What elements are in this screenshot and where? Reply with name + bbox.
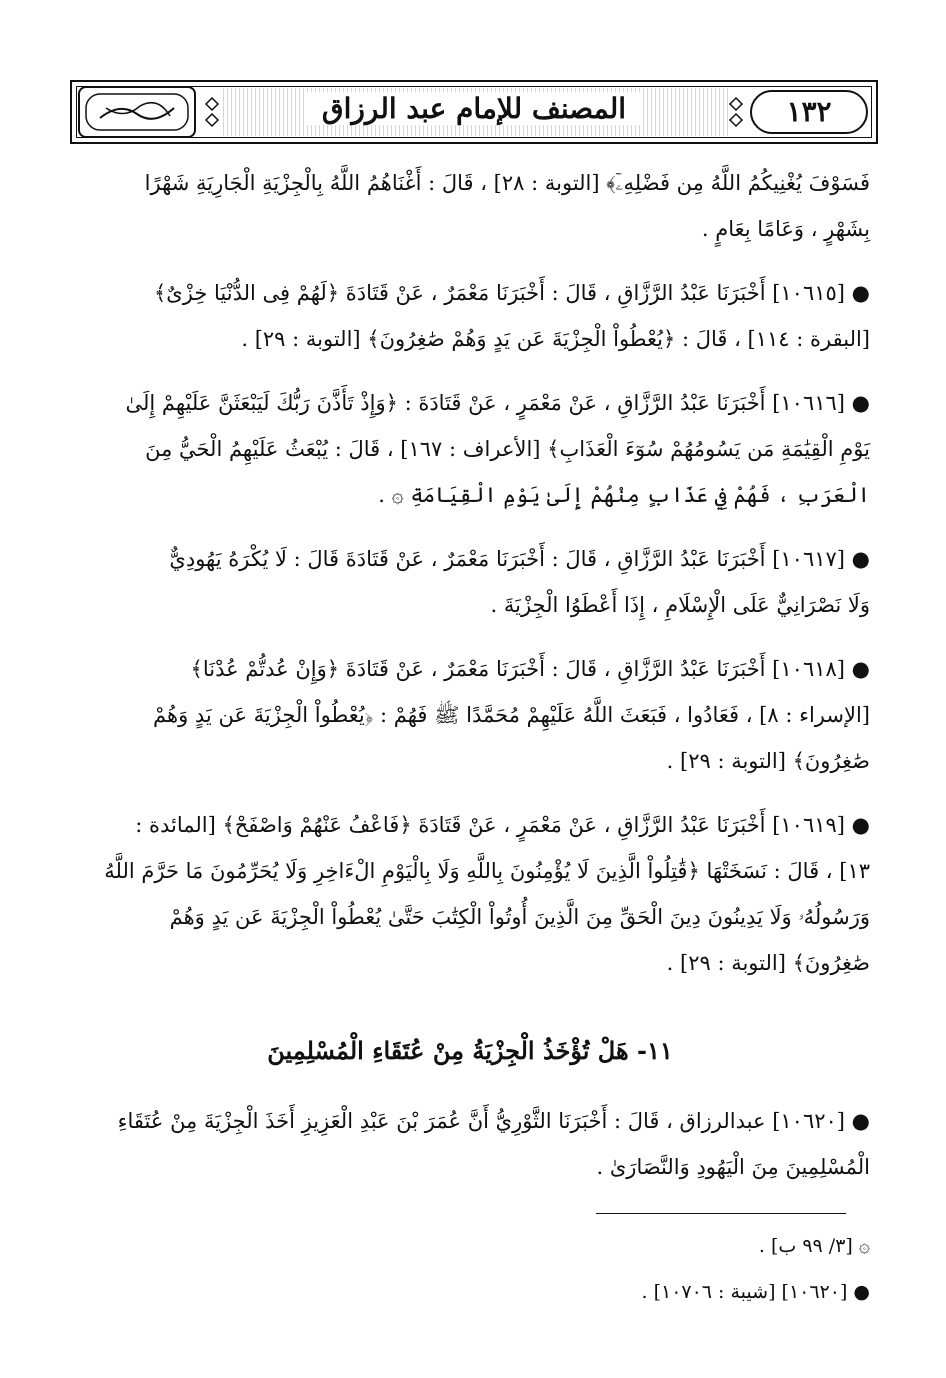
footnote: ۞ [٣/ ٩٩ ب] . xyxy=(758,1235,870,1257)
text-line: ● [١٠٦١٨] أَخْبَرَنَا عَبْدُ الرَّزَّاقِ ، قَالَ : أَخْبَرَنَا مَعْمَرٌ ، عَنْ قَتَادَةَ ﴿وَإِنْ عُدتُّمْ عُدْنَا﴾ xyxy=(190,657,870,681)
book-logo xyxy=(78,86,196,138)
running-title-text: المصنف للإمام عبد الرزاق xyxy=(306,92,642,125)
final-paragraph xyxy=(70,1098,870,1190)
text-line: ● [١٠٦١٦] أَخْبَرَنَا عَبْدُ الرَّزَّاقِ ، عَنْ مَعْمَرٍ ، عَنْ قَتَادَةَ : ﴿وَإِذْ تَأَذَّنَ رَبُّكَ لَيَبْعَثَنَّ عَلَيْهِمْ إِلَىٰ xyxy=(125,391,870,415)
text-line: ● [١٠٦١٩] أَخْبَرَنَا عَبْدُ الرَّزَّاقِ ، عَنْ مَعْمَرٍ ، عَنْ قَتَادَةَ ﴿فَاعْفُ عَنْهُمْ وَاصْفَحْ﴾ [المائدة : xyxy=(135,813,870,837)
text-line: الْعَرَبِ ، فَهُمْ فِي عَذَابٍ مِنْهُمْ إِلَىٰ يَوْمِ الْقِيَامَةِ ۞ . xyxy=(378,483,870,507)
page-header xyxy=(70,80,878,144)
section-heading: ١١- هَلْ تُؤْخَذُ الْجِزْيَةُ مِنْ عُتَقَاءِ الْمُسْلِمِينَ xyxy=(267,1036,673,1065)
hadith-10617 xyxy=(70,536,870,628)
text-line: [الإسراء : ٨] ، فَعَادُوا ، فَبَعَثَ اللَّهُ عَلَيْهِمْ مُحَمَّدًا ﷺ فَهُمْ : ﴿يُعْطُواْ الْجِزْيَةَ عَن يَدٍ وَهُمْ xyxy=(153,703,870,727)
footnote-separator xyxy=(596,1213,846,1214)
text-line: بِشَهْرٍ ، وَعَامًا بِعَامٍ . xyxy=(701,217,870,241)
hadith-10619 xyxy=(70,802,870,986)
seal-icon xyxy=(80,88,194,136)
paragraph xyxy=(70,160,870,252)
text-line: وَرَسُولُهُۥ وَلَا يَدِينُونَ دِينَ الْحَقِّ مِنَ الَّذِينَ أُوتُواْ الْكِتَٰبَ حَتَّىٰ يُعْطُواْ الْجِزْيَةَ عَن يَدٍ وَهُمْ xyxy=(169,905,870,929)
text-line: صَٰغِرُونَ﴾ [التوبة : ٢٩] . xyxy=(666,951,870,975)
hadith-10615 xyxy=(70,270,870,362)
text-line: الْمُسْلِمِينَ مِنَ الْيَهُودِ وَالنَّصَارَىٰ . xyxy=(596,1155,870,1179)
text-line: فَسَوْفَ يُغْنِيكُمُ اللَّهُ مِن فَضْلِهِۦٓ﴾ [التوبة : ٢٨] ، قَالَ : أَغْنَاهُمُ اللَّهُ بِالْجِزْيَةِ الْجَارِيَةِ شَهْرًا xyxy=(144,171,870,195)
text-line: وَلَا نَصْرَانِيٌّ عَلَى الْإِسْلَامِ ، إِذَا أَعْطَوُا الْجِزْيَةَ . xyxy=(490,593,870,617)
text-line: ● [١٠٦١٥] أَخْبَرَنَا عَبْدُ الرَّزَّاقِ ، قَالَ : أَخْبَرَنَا مَعْمَرٌ ، عَنْ قَتَادَةَ ﴿لَهُمْ فِى الدُّنْيَا خِزْىٌ﴾ xyxy=(154,281,870,305)
body-text xyxy=(70,160,870,986)
hadith-10618 xyxy=(70,646,870,784)
text-line: ● [١٠٦١٧] أَخْبَرَنَا عَبْدُ الرَّزَّاقِ ، قَالَ : أَخْبَرَنَا مَعْمَرٌ ، عَنْ قَتَادَةَ قَالَ : لَا يُكْرَهُ يَهُودِيٌّ xyxy=(169,547,870,571)
text-line: يَوْمِ الْقِيَٰمَةِ مَن يَسُومُهُمْ سُوٓءَ الْعَذَابِ﴾ [الأعراف : ١٦٧] ، قَالَ : يُبْعَثُ عَلَيْهِمُ الْحَيُّ مِنَ xyxy=(145,437,870,461)
page-number: ١٣٢ xyxy=(750,90,868,134)
footnote: ● [١٠٦٢٠] [شيبة : ١٠٧٠٦] . xyxy=(641,1281,870,1303)
hadith-10620 xyxy=(70,1098,870,1190)
text-line: [البقرة : ١١٤] ، قَالَ : ﴿يُعْطُواْ الْجِزْيَةَ عَن يَدٍ وَهُمْ صَٰغِرُونَ﴾ [التوبة : ٢٩] . xyxy=(241,327,870,351)
text-line: ● [١٠٦٢٠] عبدالرزاق ، قَالَ : أَخْبَرَنَا الثَّوْرِيُّ أَنَّ عُمَرَ بْنَ عَبْدِ الْعَزِيزِ أَخَذَ الْجِزْيَةَ مِنْ عُتَقَاءِ xyxy=(117,1109,870,1133)
text-line: صَٰغِرُونَ﴾ [التوبة : ٢٩] . xyxy=(666,749,870,773)
hadith-10616 xyxy=(70,380,870,518)
text-line: ١٣] ، قَالَ : نَسَخَتْهَا ﴿قَٰتِلُواْ الَّذِينَ لَا يُؤْمِنُونَ بِاللَّهِ وَلَا بِالْيَوْمِ الْءَاخِرِ وَلَا يُحَرِّمُونَ مَا حَرَّمَ اللَّهُ xyxy=(104,859,870,883)
footnotes xyxy=(70,1228,870,1310)
